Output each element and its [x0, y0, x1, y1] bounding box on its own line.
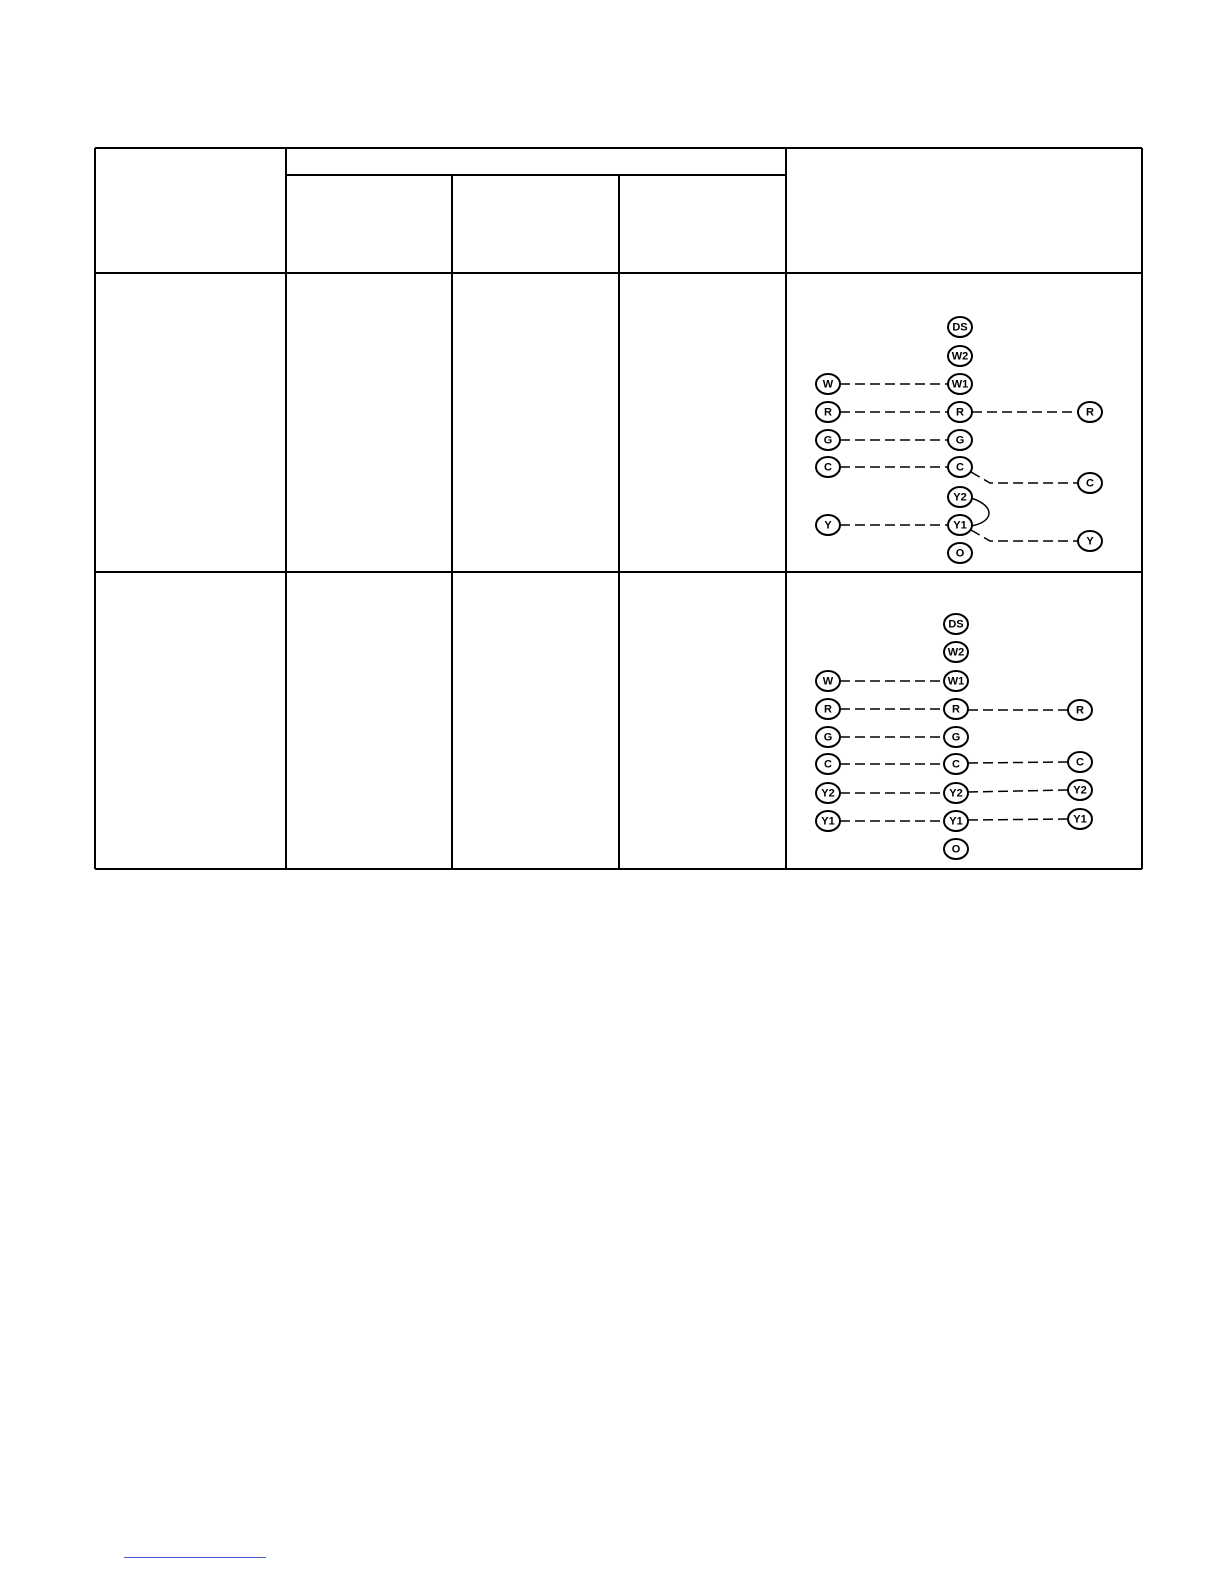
diagram-2-control-terminals	[944, 614, 968, 859]
terminal-label: Y1	[949, 815, 963, 828]
terminal-label: O	[951, 843, 961, 856]
terminal-y2	[1068, 780, 1092, 800]
terminal-label: R	[956, 406, 964, 419]
terminal-label: Y2	[953, 491, 967, 504]
terminal-y1	[1068, 809, 1092, 829]
terminal-w2	[948, 346, 972, 366]
terminal-g	[816, 727, 840, 747]
terminal-label: W2	[951, 350, 969, 363]
wire-y1-y-outdoor	[971, 530, 1078, 541]
diagram-1-control-terminals	[948, 317, 972, 563]
terminal-label: W1	[947, 675, 965, 688]
terminal-label: Y1	[821, 815, 835, 828]
terminal-r	[944, 699, 968, 719]
terminal-w	[816, 671, 840, 691]
terminal-label: C	[1076, 756, 1084, 769]
terminal-o	[948, 543, 972, 563]
terminal-label: DS	[952, 321, 968, 334]
terminal-c	[948, 457, 972, 477]
diagram-2-thermostat-terminals	[816, 671, 840, 831]
terminal-label: W	[822, 378, 834, 391]
terminal-label: G	[951, 731, 961, 744]
terminal-label: W1	[951, 378, 969, 391]
wiring-diagram-1	[816, 317, 1102, 563]
terminal-w	[816, 374, 840, 394]
wire-c-c-outdoor	[968, 762, 1067, 763]
terminal-r	[948, 402, 972, 422]
wire-c-c-outdoor	[971, 472, 1077, 483]
terminal-label: Y2	[1073, 784, 1087, 797]
terminal-w2	[944, 642, 968, 662]
terminal-label: Y	[824, 519, 832, 532]
terminal-y1	[816, 811, 840, 831]
terminal-label: C	[1086, 477, 1094, 490]
terminal-label: DS	[948, 618, 964, 631]
table-grid	[95, 148, 1142, 869]
terminal-g	[944, 727, 968, 747]
terminal-o	[944, 839, 968, 859]
terminal-label: Y1	[953, 519, 967, 532]
footer-rule	[124, 1557, 266, 1558]
diagram-1-outdoor-terminals	[1078, 402, 1102, 551]
terminal-y	[1078, 531, 1102, 551]
terminal-y1	[944, 811, 968, 831]
terminal-y2	[816, 783, 840, 803]
terminal-y1	[948, 515, 972, 535]
terminal-w1	[948, 374, 972, 394]
terminal-label: C	[952, 758, 960, 771]
terminal-label: C	[824, 758, 832, 771]
terminal-c	[816, 754, 840, 774]
terminal-label: W	[822, 675, 834, 688]
terminal-r	[1068, 700, 1092, 720]
terminal-g	[948, 430, 972, 450]
terminal-label: R	[824, 406, 832, 419]
terminal-ds	[944, 614, 968, 634]
diagram-1-thermostat-terminals	[816, 374, 840, 535]
terminal-label: O	[955, 547, 965, 560]
terminal-r	[816, 699, 840, 719]
terminal-y2	[948, 487, 972, 507]
terminal-label: G	[823, 731, 833, 744]
terminal-c	[816, 457, 840, 477]
terminal-label: C	[824, 461, 832, 474]
wire-y1-y1-outdoor	[968, 819, 1067, 820]
terminal-label: Y2	[821, 787, 835, 800]
terminal-label: Y2	[949, 787, 963, 800]
wiring-diagram-2	[816, 614, 1092, 859]
terminal-w1	[944, 671, 968, 691]
terminal-r	[816, 402, 840, 422]
terminal-ds	[948, 317, 972, 337]
terminal-label: Y	[1086, 535, 1094, 548]
terminal-label: R	[1086, 406, 1094, 419]
terminal-label: Y1	[1073, 813, 1087, 826]
terminal-y	[816, 515, 840, 535]
terminal-g	[816, 430, 840, 450]
terminal-label: C	[956, 461, 964, 474]
jumper-y2-y1	[971, 498, 989, 526]
terminal-r	[1078, 402, 1102, 422]
terminal-label: R	[952, 703, 960, 716]
terminal-label: G	[955, 434, 965, 447]
terminal-label: R	[824, 703, 832, 716]
terminal-y2	[944, 783, 968, 803]
terminal-label: W2	[947, 646, 965, 659]
diagram-2-outdoor-terminals	[1068, 700, 1092, 829]
terminal-c	[944, 754, 968, 774]
terminal-c	[1078, 473, 1102, 493]
wire-y2-y2-outdoor	[968, 790, 1067, 792]
terminal-label: G	[823, 434, 833, 447]
terminal-c	[1068, 752, 1092, 772]
terminal-label: R	[1076, 704, 1084, 717]
